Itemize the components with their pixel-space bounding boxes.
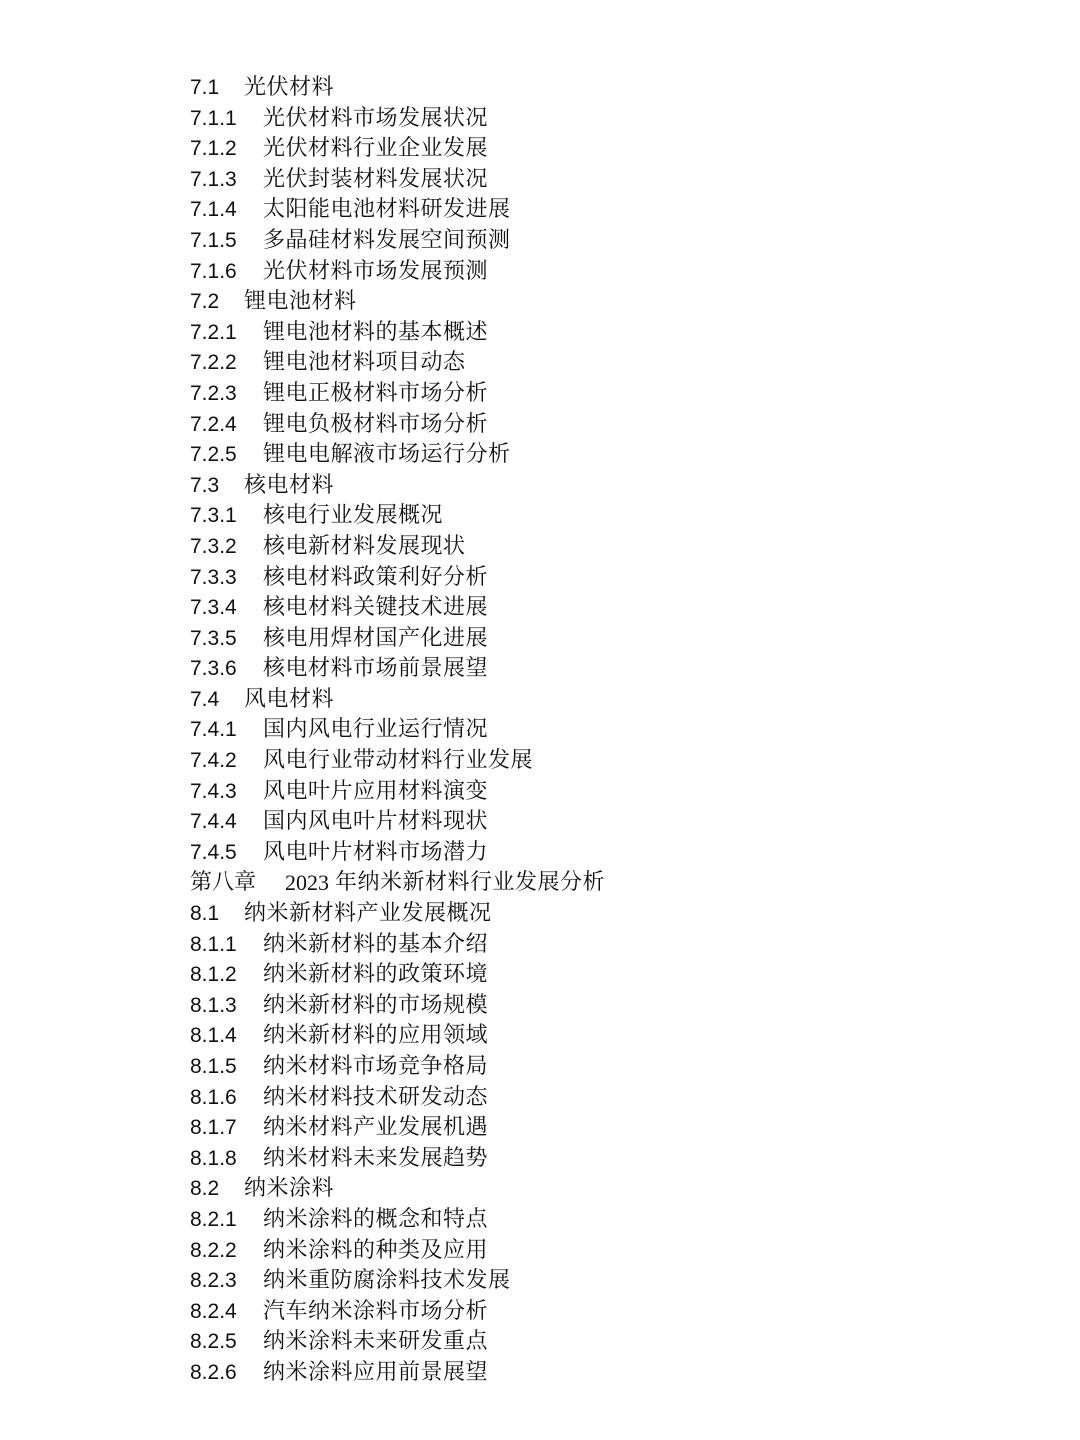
toc-number: 8.2 [190,1177,220,1201]
toc-subsection [190,257,1030,288]
toc-number: 7.3.6 [190,657,237,681]
toc-section [190,287,1030,318]
toc-title: 锂电池材料 [244,289,357,315]
toc-title: 锂电负极材料市场分析 [263,411,489,437]
toc-number: 8.1.7 [190,1116,237,1140]
toc-title: 光伏材料行业企业发展 [263,136,489,162]
toc-number: 8.1.5 [190,1055,237,1078]
toc-number: 7.3.4 [190,596,237,620]
toc-section [190,899,1030,930]
toc-subsection [190,379,1030,410]
toc-title: 纳米涂料未来研发重点 [263,1329,489,1355]
toc-number: 8.2.6 [190,1360,237,1384]
toc-number: 7.3.2 [190,534,237,558]
toc-number: 7.3.5 [190,626,237,650]
toc-title: 锂电池材料的基本概述 [263,319,489,345]
toc-section [190,471,1030,502]
toc-subsection [190,318,1030,349]
toc-subsection [190,134,1030,165]
toc-number: 8.1.6 [190,1085,237,1109]
toc-title: 光伏封装材料发展状况 [263,166,489,192]
toc-title: 锂电正极材料市场分析 [263,380,489,406]
toc-title: 纳米新材料的市场规模 [263,992,489,1018]
toc-number: 7.1.1 [190,106,237,130]
toc-title: 纳米涂料的种类及应用 [263,1237,489,1263]
toc-subsection [190,348,1030,379]
toc-title: 锂电电解液市场运行分析 [263,442,511,468]
toc-subsection [190,1205,1030,1236]
toc-subsection [190,838,1030,869]
toc-title: 纳米新材料的政策环境 [263,962,489,988]
toc-title: 核电材料 [244,472,335,498]
toc-title: 纳米重防腐涂料技术发展 [263,1268,511,1294]
toc-number: 8.1 [190,902,220,926]
toc-title: 风电材料 [244,686,335,712]
toc-subsection [190,1021,1030,1052]
toc-number: 8.1.4 [190,1024,237,1048]
toc-subsection [190,960,1030,991]
toc-number: 8.2.4 [190,1299,237,1323]
toc-number: 7.2 [190,290,220,314]
toc-number: 7.1.5 [190,228,237,252]
toc-number: 7.4.4 [190,810,237,834]
toc-number: 7.4 [190,687,220,711]
toc-number: 8.2.3 [190,1269,237,1293]
toc-subsection [190,1113,1030,1144]
toc-subsection [190,807,1030,838]
toc-title: 核电材料关键技术进展 [263,595,489,621]
toc-chapter-year: 2023 [285,870,329,896]
toc-number: 8.2.1 [190,1207,237,1231]
toc-title: 核电材料政策利好分析 [263,564,489,590]
toc-subsection [190,715,1030,746]
toc-number: 7.1.6 [190,259,237,283]
toc-number: 7.4.1 [190,718,237,742]
toc-title: 核电新材料发展现状 [263,533,466,559]
toc-subsection [190,104,1030,135]
toc-subsection [190,624,1030,655]
toc-title: 纳米新材料的基本介绍 [263,931,489,957]
toc-number: 7.1.4 [190,198,237,222]
toc-title: 纳米新材料产业发展概况 [244,901,492,927]
toc-subsection [190,1327,1030,1358]
toc-number: 7.2.3 [190,381,237,405]
toc-section [190,1174,1030,1205]
toc-subsection [190,226,1030,257]
toc-number: 7.1 [190,76,220,99]
toc-subsection [190,410,1030,441]
toc-title: 纳米涂料的概念和特点 [263,1206,489,1232]
toc-title: 纳米涂料 [244,1176,335,1202]
toc-title: 多晶硅材料发展空间预测 [263,227,511,253]
toc-title: 光伏材料市场发展预测 [263,258,489,284]
toc-subsection [190,195,1030,226]
toc-number: 8.2.2 [190,1238,237,1262]
toc-title: 风电叶片应用材料演变 [263,778,489,804]
toc-subsection [190,930,1030,961]
toc-number: 7.4.5 [190,840,237,864]
toc-subsection [190,1144,1030,1175]
toc-section [190,73,1030,104]
toc-title: 核电材料市场前景展望 [263,656,489,682]
toc-number: 7.4.2 [190,749,237,773]
toc-subsection [190,532,1030,563]
toc-title: 风电叶片材料市场潜力 [263,839,489,865]
toc-number: 7.3 [190,473,220,497]
toc-title: 核电用焊材国产化进展 [263,625,489,651]
toc-subsection [190,501,1030,532]
toc-number: 7.4.3 [190,779,237,803]
toc-section [190,685,1030,716]
toc-number: 8.1.3 [190,993,237,1017]
toc-title: 光伏材料 [244,75,335,100]
toc-subsection [190,563,1030,594]
toc-title: 纳米材料未来发展趋势 [263,1145,489,1171]
toc-title: 国内风电行业运行情况 [263,717,489,743]
toc-number: 8.2.5 [190,1330,237,1354]
toc-title: 风电行业带动材料行业发展 [263,748,534,774]
toc-chapter-label: 第八章 [190,870,257,896]
toc-title: 汽车纳米涂料市场分析 [263,1298,489,1324]
toc-title: 纳米涂料应用前景展望 [263,1359,489,1385]
toc-number: 7.1.2 [190,137,237,161]
toc-number: 7.2.1 [190,320,237,344]
toc-number: 7.3.1 [190,504,237,528]
toc-title: 纳米材料技术研发动态 [263,1084,489,1110]
toc-subsection [190,1052,1030,1083]
toc-subsection [190,440,1030,471]
toc-number: 8.1.8 [190,1146,237,1170]
toc-title: 太阳能电池材料研发进展 [263,197,511,223]
toc-title: 国内风电叶片材料现状 [263,809,489,835]
toc-subsection [190,746,1030,777]
table-of-contents [190,73,1030,1389]
toc-subsection [190,991,1030,1022]
toc-subsection [190,1083,1030,1114]
toc-subsection [190,1358,1030,1389]
toc-title: 光伏材料市场发展状况 [263,105,489,131]
toc-subsection [190,1266,1030,1297]
toc-number: 7.2.2 [190,351,237,375]
toc-title: 核电行业发展概况 [263,503,444,529]
toc-subsection [190,1297,1030,1328]
toc-subsection [190,165,1030,196]
toc-subsection [190,654,1030,685]
toc-title: 纳米材料产业发展机遇 [263,1115,489,1141]
toc-title: 纳米新材料的应用领域 [263,1023,489,1049]
toc-subsection [190,777,1030,808]
toc-subsection [190,593,1030,624]
toc-number: 7.1.3 [190,167,237,191]
toc-number: 7.2.4 [190,412,237,436]
toc-chapter [190,868,1030,899]
toc-title: 锂电池材料项目动态 [263,350,466,376]
toc-title: 年纳米新材料行业发展分析 [335,870,606,896]
toc-number: 7.3.3 [190,565,237,589]
toc-number: 7.2.5 [190,443,237,467]
toc-number: 8.1.2 [190,963,237,987]
toc-title: 纳米材料市场竞争格局 [263,1054,489,1079]
toc-number: 8.1.1 [190,932,237,956]
toc-subsection [190,1236,1030,1267]
